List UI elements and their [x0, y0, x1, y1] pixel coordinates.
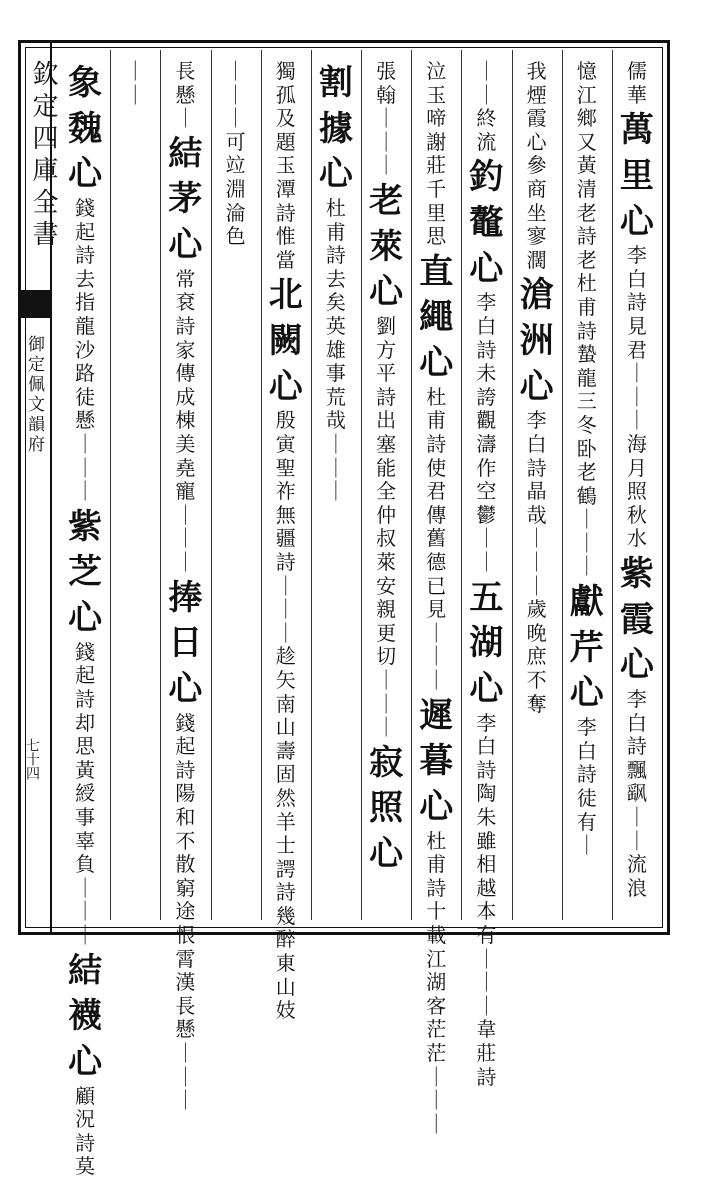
text-column	[111, 60, 159, 920]
entry-text: 李 白 詩 徒 有 ｜	[576, 715, 597, 858]
spine-title-bottom: 御定佩文韻府	[24, 335, 44, 455]
entry-text: 李 白 詩 見 君 ｜ ｜ ｜ 海 月 照 秋 水	[626, 243, 647, 551]
entry-text: 殷 寅 聖 祚 無 疆 詩 ｜ ｜ ｜ 趁 矢 南 山 壽 固 然 羊 士 諤 詩 幾 醉 東 山 妓	[275, 408, 296, 1023]
entry-heading: 捧 日 心	[168, 577, 203, 709]
entry-heading: 遲 暮 心	[419, 695, 454, 827]
text-column	[563, 60, 611, 920]
entry-heading: 萬 里 心	[619, 110, 654, 242]
text-column	[161, 59, 209, 1113]
entry-heading: 紫 芝 心	[68, 506, 103, 639]
entry-text: 常 袞 詩 家 傳 成 棟 美 堯 寵 ｜ ｜ ｜	[175, 266, 196, 574]
column-separator	[211, 50, 212, 920]
entry-heading: 滄 洲 心	[519, 275, 554, 407]
entry-heading: 釣 鼇 心	[469, 157, 504, 289]
entry-text: 長 懸 ｜	[175, 59, 196, 131]
column-separator	[612, 50, 613, 920]
text-column	[262, 59, 310, 1023]
column-separator	[110, 50, 111, 920]
text-column	[513, 60, 561, 920]
entry-text: 劉 方 平 詩 出 塞 能 全 仲 叔 萊 安 親 更 切 ｜ ｜ ｜	[376, 314, 397, 740]
entry-text: ｜ ｜	[125, 59, 146, 107]
spine-band	[18, 290, 52, 318]
entry-heading: 割 據 心	[318, 63, 353, 195]
text-column	[212, 60, 260, 920]
entry-text: 錢 起 詩 去 指 龍 沙 路 徒 懸 ｜ ｜ ｜	[75, 196, 96, 504]
column-separator	[461, 50, 462, 920]
entry-heading: 寂 照 心	[369, 742, 404, 875]
entry-text: 儒 華	[626, 59, 647, 107]
spine-title-top: 欽定四庫全書	[28, 60, 58, 252]
entry-heading: 老 萊 心	[369, 180, 404, 313]
text-column	[362, 60, 410, 920]
page-number: 七十四	[24, 738, 40, 780]
entry-text: 杜 甫 詩 使 君 傳 舊 德 已 見 ｜ ｜ ｜	[426, 384, 447, 692]
entry-heading: 北 闕 心	[268, 275, 303, 407]
entry-heading: 結 茅 心	[168, 133, 203, 266]
column-separator	[411, 50, 412, 920]
entry-text: 我 煙 霞 心 參 商 坐 寥 濶	[526, 59, 547, 272]
entry-text: ｜ ｜ 終 流	[476, 59, 497, 154]
entry-heading: 象 魏 心	[68, 63, 103, 195]
entry-text: 錢 起 詩 却 思 黃 綬 事 辜 負 ｜ ｜ ｜	[75, 639, 96, 947]
text-column	[61, 60, 109, 1179]
entry-text: ｜ ｜ ｜ 可 竝 淵 淪 色	[225, 59, 246, 249]
entry-heading: 紫 霞 心	[619, 553, 654, 686]
entry-text: 張 翰 ｜ ｜ ｜	[376, 59, 397, 178]
entry-text: 錢 起 詩 陽 和 不 散 窮 途 恨 霄 漢 長 懸 ｜ ｜ ｜	[175, 710, 196, 1113]
entry-text: 憶 江 鄉 又 黃 清 老 詩 老 杜 甫 詩 蟄 龍 三 冬 卧 老 鶴 ｜ ｜ ｜	[576, 59, 597, 579]
column-separator	[562, 50, 563, 920]
column-separator	[361, 50, 362, 920]
entry-text: 李 白 詩 飄 飖 ｜ ｜ 流 浪	[626, 687, 647, 900]
column-separator	[160, 50, 161, 920]
entry-text: 李 白 詩 陶 朱 雖 相 越 本 有 ｜ ｜ ｜ 韋 莊 詩	[476, 710, 497, 1089]
entry-text: 杜 甫 詩 去 矣 英 雄 事 荒 哉 ｜ ｜ ｜	[325, 196, 346, 504]
text-column	[462, 59, 510, 1089]
column-separator	[512, 50, 513, 920]
text-column	[412, 59, 460, 1136]
entry-heading: 獻 芹 心	[569, 582, 604, 714]
entry-text: 獨 孤 及 題 玉 潭 詩 惟 當	[275, 59, 296, 272]
entry-heading: 五 湖 心	[469, 577, 504, 709]
text-column	[613, 60, 661, 920]
text-column	[312, 60, 360, 920]
entry-text: 杜 甫 詩 十 載 江 湖 客 茫 茫 ｜ ｜ ｜	[426, 828, 447, 1136]
entry-text: 李 白 詩 未 誇 觀 濤 作 空 鬱 ｜ ｜	[476, 290, 497, 574]
entry-text: 顧 況 詩 莫	[75, 1083, 96, 1179]
entry-heading: 結 襪 心	[68, 950, 103, 1082]
column-separator	[311, 50, 312, 920]
column-separator	[261, 50, 262, 920]
entry-heading: 直 繩 心	[419, 251, 454, 384]
entry-text: 李 白 詩 晶 哉 ｜ ｜ ｜ 歲 晚 庶 不 奪	[526, 408, 547, 716]
entry-text: 泣 玉 啼 謝 莊 千 里 思	[426, 59, 447, 249]
